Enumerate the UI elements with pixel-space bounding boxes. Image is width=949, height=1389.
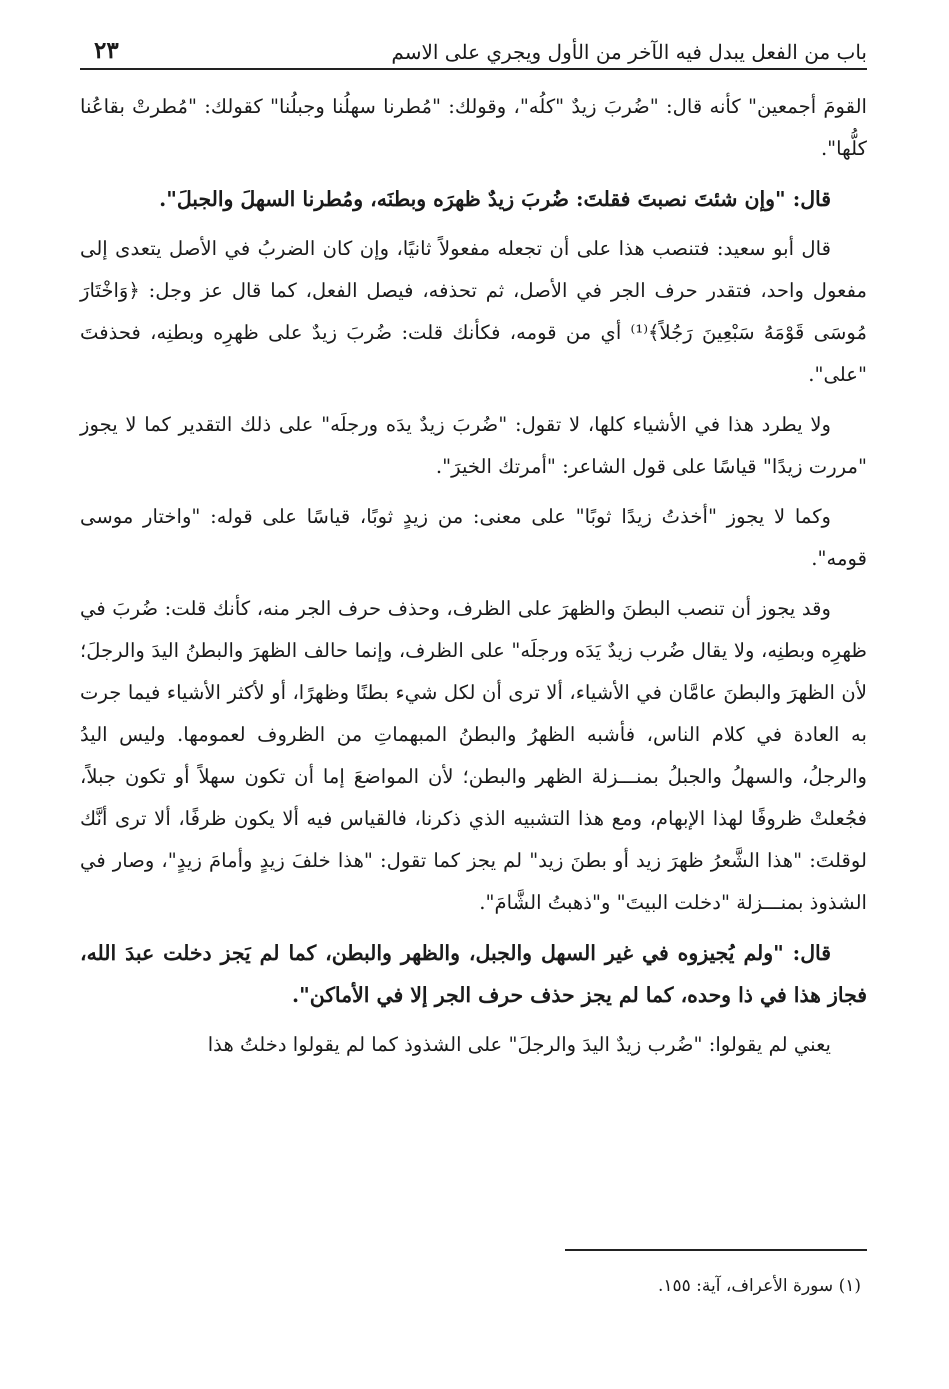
page-content	[80, 22, 867, 1389]
paragraph-not-allowed: وكما لا يجوز "أخذتُ زيدًا ثوبًا" على معنى: من زيدٍ ثوبًا، قياسًا على قوله: "واختار موسى قومه".	[80, 505, 867, 570]
paragraph-quote-exceptions: قال: "ولم يُجيزوه في غير السهل والجبل، والظهر والبطن، كما لم يَجز دخلت عبدَ الله، فجاز هذا في ذا وحده، كما لم يجز حذف حرف الجر إلا في الأماكن".	[80, 941, 867, 1007]
paragraph-not-general: ولا يطرد هذا في الأشياء كلها، لا تقول: "ضُربَ زيدٌ يدَه ورجلَه" على ذلك التقدير كما لا يجوز "مررت زيدًا" قياسًا على قول الشاعر: "أمرتك الخيرَ".	[80, 413, 867, 478]
paragraph-quote-sibawayh: قال: "وإن شئتَ نصبتَ فقلتَ: ضُربَ زيدٌ ظهرَه وبطنَه، ومُطرنا السهلَ والجبلَ".	[159, 187, 831, 211]
running-title: باب من الفعل يبدل فيه الآخر من الأول ويجري على الاسم	[391, 40, 867, 64]
body-text	[80, 86, 867, 1066]
paragraph-continuation: القومَ أجمعين" كأنه قال: "ضُربَ زيدٌ "كلُه"، وقولك: "مُطرنا سهلُنا وجبلُنا" كقولك: "مُطرتْ بقاعُنا كلُّها".	[80, 95, 867, 160]
footnote-divider	[565, 1249, 867, 1251]
page-number: ٢٣	[94, 37, 119, 64]
paragraph-abu-said: قال أبو سعيد: فتنصب هذا على أن تجعله مفعولاً ثانيًا، وإن كان الضربُ في الأصل يتعدى إلى مفعول واحد، فتقدر حرف الجر في الأصل، ثم تحذفه، فيصل الفعل، كما قال عز وجل: ﴿وَاخْتَارَ مُوسَى قَوْمَهُ سَبْعِينَ رَجُلاً﴾⁽¹⁾ أي من قومه، فكأنك قلت: ضُربَ زيدٌ على ظهرِه وبطنِه، فحذفتَ "على".	[80, 237, 867, 386]
paragraph-adverbial: وقد يجوز أن تنصب البطنَ والظهرَ على الظرف، وحذف حرف الجر منه، كأنك قلت: ضُربَ في ظهرِه وبطنِه، ولا يقال ضُرب زيدٌ يَدَه ورجلَه" على الظرف، وإنما حالف الظهرَ والبطنُ اليدَ والرجلَ؛ لأن الظهرَ والبطنَ عامَّان في الأشياء، ألا ترى أن لكل شيء بطنًا وظهرًا، أو لأكثر الأشياء فيما جرت به العادة في كلام الناس، فأشبه الظهرُ والبطنُ المبهماتِ من الظروف لعمومها. وليس اليدُ والرجلُ، والسهلُ والجبلُ بمنـــزلة الظهر والبطن؛ لأن المواضعَ إما أن تكون سهلاً أو تكون جبلاً، فجُعلتْ ظروفًا لهذا الإبهام، ومع هذا التشبيه الذي ذكرنا، فالقياس فيه ألا يكون ظرفًا، ألا ترى أنَّك لوقلتَ: "هذا الشَّعرُ ظهرَ زيد أو بطنَ زيد" لم يجز كما تقول: "هذا خلفَ زيدٍ وأمامَ زيدٍ"، وصار في الشذوذ بمنـــزلة "دخلت البيتَ" و"ذهبتُ الشَّامَ".	[80, 597, 867, 914]
footnote: (١) سورة الأعراف، آية: ١٥٥.	[657, 1276, 861, 1296]
paragraph-meaning: يعني لم يقولوا: "ضُرب زيدٌ اليدَ والرجلَ" على الشذوذ كما لم يقولوا دخلتُ هذا	[207, 1033, 831, 1056]
page-header	[80, 22, 867, 70]
